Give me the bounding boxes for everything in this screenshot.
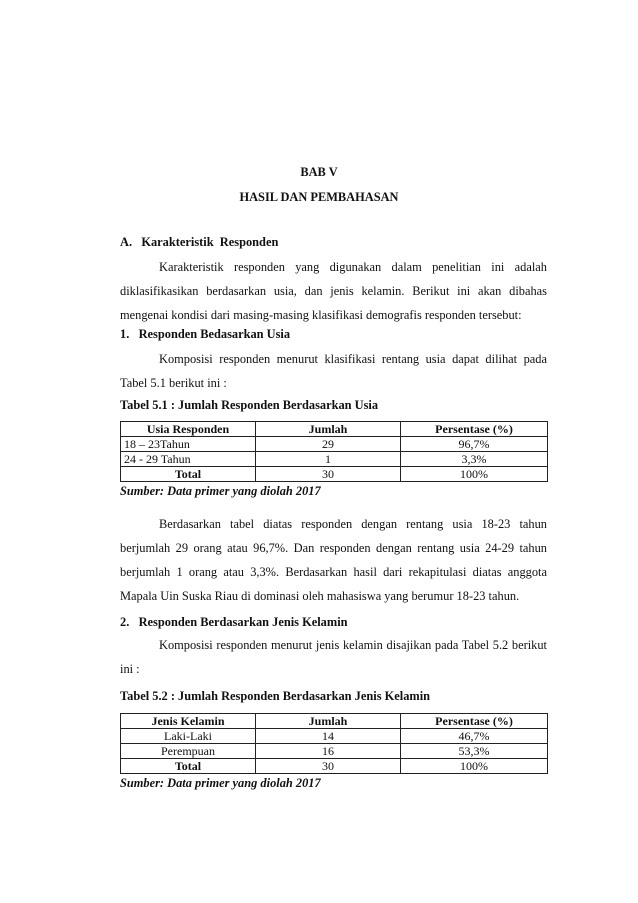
table-cell: 16	[256, 744, 401, 759]
table-total-row	[121, 759, 548, 774]
section-a-heading: A. Karakteristik Responden	[120, 235, 279, 249]
table-header-row	[121, 422, 548, 437]
table-cell: 30	[256, 759, 401, 774]
chapter-title: HASIL DAN PEMBAHASAN	[239, 190, 399, 204]
section-2-paragraph: Komposisi responden menurut jenis kelamin disajikan pada Tabel 5.2 berikut ini :	[120, 638, 547, 676]
table-cell: 24 - 29 Tahun	[121, 452, 256, 467]
section-1-analysis: Berdasarkan tabel diatas responden dengan rentang usia 18-23 tahun berjumlah 29 orang atau 96,7%. Dan responden dengan rentang usia 24-29 tahun berjumlah 1 orang atau 3,3%. Berdasarkan hasil dari rekapitulasi diatas anggota Mapala Uin Suska Riau di dominasi oleh mahasiswa yang berumur 18-23 tahun.	[120, 517, 547, 603]
table-header-cell: Usia Responden	[121, 422, 256, 437]
section-a-paragraph: Karakteristik responden yang digunakan dalam penelitian ini adalah diklasifikasikan berdasarkan usia, dan jenis kelamin. Berikut ini akan dibahas mengenai kondisi dari masing-masing klasifikasi demografis responden tersebut:	[120, 260, 547, 322]
table-row	[121, 729, 548, 744]
table-cell: 1	[256, 452, 401, 467]
chapter-number: BAB V	[300, 165, 338, 179]
table-header-cell: Jumlah	[256, 714, 401, 729]
table-header-cell: Jenis Kelamin	[121, 714, 256, 729]
table-cell: Laki-Laki	[121, 729, 256, 744]
table-cell: 3,3%	[401, 452, 548, 467]
table-cell: 96,7%	[401, 437, 548, 452]
table-cell: Total	[121, 467, 256, 482]
table-row	[121, 744, 548, 759]
section-2-heading: 2. Responden Berdasarkan Jenis Kelamin	[120, 615, 348, 629]
table-row	[121, 452, 548, 467]
section-1-heading: 1. Responden Bedasarkan Usia	[120, 327, 291, 341]
table-cell: Perempuan	[121, 744, 256, 759]
table-5-2-caption: Tabel 5.2 : Jumlah Responden Berdasarkan Jenis Kelamin	[120, 689, 431, 703]
table-cell: 14	[256, 729, 401, 744]
table-cell: 46,7%	[401, 729, 548, 744]
table-5-1-caption: Tabel 5.1 : Jumlah Responden Berdasarkan Usia	[120, 398, 379, 412]
table-total-row	[121, 467, 548, 482]
table-row	[121, 437, 548, 452]
section-1-paragraph: Komposisi responden menurut klasifikasi rentang usia dapat dilihat pada Tabel 5.1 berikut ini :	[120, 352, 547, 390]
table-5-2	[120, 713, 548, 774]
table-5-2-source: Sumber: Data primer yang diolah 2017	[120, 776, 321, 790]
table-cell: 30	[256, 467, 401, 482]
table-header-row	[121, 714, 548, 729]
table-cell: 18 – 23Tahun	[121, 437, 256, 452]
table-cell: 100%	[401, 467, 548, 482]
table-cell: 53,3%	[401, 744, 548, 759]
table-5-1	[120, 421, 548, 482]
table-cell: Total	[121, 759, 256, 774]
table-cell: 100%	[401, 759, 548, 774]
table-header-cell: Persentase (%)	[401, 714, 548, 729]
table-header-cell: Persentase (%)	[401, 422, 548, 437]
table-cell: 29	[256, 437, 401, 452]
table-header-cell: Jumlah	[256, 422, 401, 437]
table-5-1-source: Sumber: Data primer yang diolah 2017	[120, 484, 321, 498]
